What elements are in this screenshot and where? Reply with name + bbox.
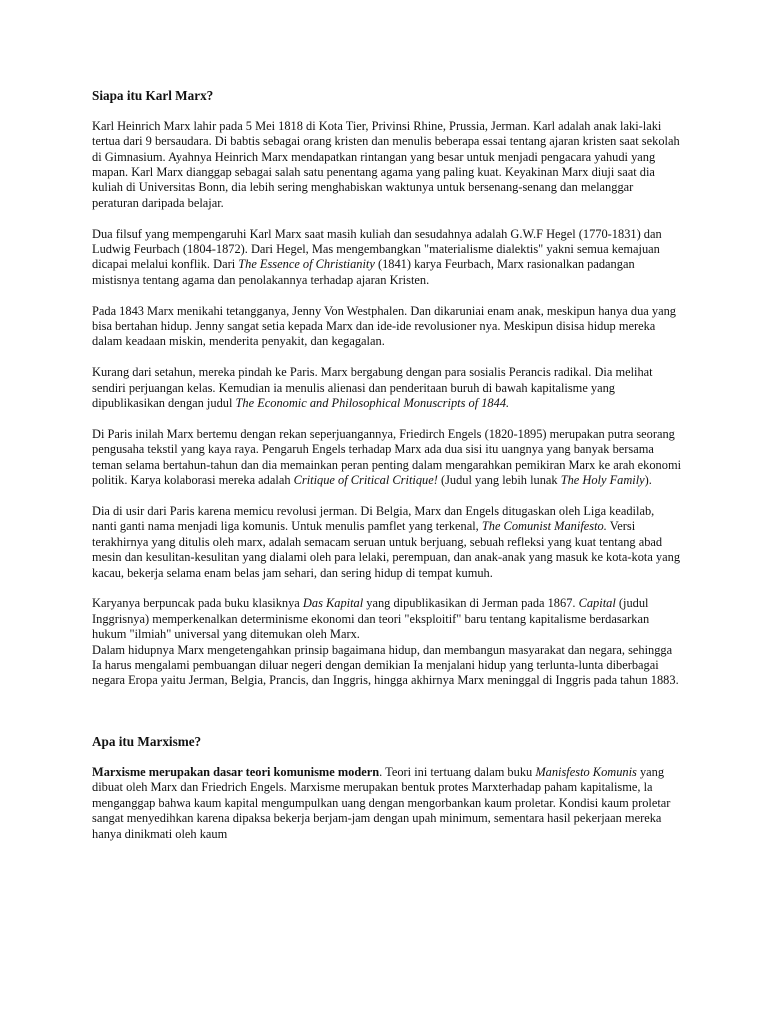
paragraph-marriage: Pada 1843 Marx menikahi tetangganya, Jenny Von Westphalen. Dan dikaruniai enam anak, meskipun hanya dua yang bisa bertahan hidup. Jenny sangat setia kepada Marx dan ide-ide revolusioner nya. Meskipun disisa hidup mereka dalam keadaan miskin, menderita penyakit, dan kegagalan. <box>92 303 676 349</box>
bold-definition: Marxisme merupakan dasar teori komunisme modern <box>92 764 380 779</box>
paragraph-later-life: Dalam hidupnya Marx mengetengahkan prinsip bagaimana hidup, dan membangun masyarakat dan negara, sehingga Ia harus mengalami pembuangan diluar negeri dengan demikian Ia menjalani hidup yang terlunta-lunta diberbagai negara Eropa yaitu Jerman, Belgia, Prancis, dan Inggris, hingga akhirnya Marx meninggal di Inggris pada tahun 1883. <box>92 642 679 688</box>
paragraph-das-kapital: Karyanya berpuncak pada buku klasiknya Das Kapital yang dipublikasikan di Jerman pada 1867. Capital (judul Inggrisnya) memperkenalkan determinisme ekonomi dan teori "eksploitif" baru tentang kapitalisme berdasarkan hukum "ilmiah" universal yang ditemukan oleh Marx. <box>92 596 650 642</box>
paragraph-manifesto: Dia di usir dari Paris karena memicu revolusi jerman. Di Belgia, Marx dan Engels ditugaskan oleh Liga keadilab, nanti ganti nama menjadi liga komunis. Untuk menulis pamflet yang terkenal, The Comunist Manifesto. Versi terakhirnya yang ditulis oleh marx, adalah semacam seruan untuk berjuang, sebuah refleksi yang kuat tentang abad mesin dan kesulitan-kesulitan yang dialami oleh para lelaki, perempuan, dan anak-anak yang masuk ke kota-kota yang kacau, bekerja selama enam belas jam sehari, dan sering hidup di tempat kumuh. <box>92 503 681 580</box>
document-body <box>92 88 682 857</box>
heading-apa-itu-marxisme: Apa itu Marxisme? <box>92 734 202 750</box>
title-manisfesto-komunis: Manisfesto Komunis <box>535 764 637 779</box>
paragraph-engels: Di Paris inilah Marx bertemu dengan rekan seperjuangannya, Friedirch Engels (1820-1895) merupakan putra seorang pengusaha tekstil yang kaya raya. Pengaruh Engels terhadap Marx ada dua sisi itu uangnya yang banyak bersama teman selama bertahun-tahun dan dia memainkan peran penting dalam mengarahkan pemikiran Marx ke arah ekonomi politik. Karya kolaborasi mereka adalah Critique of Critical Critique! (Judul yang lebih lunak The Holy Family). <box>92 426 682 488</box>
title-holy-family: The Holy Family <box>560 473 645 488</box>
title-critique: Critique of Critical Critique! <box>293 473 438 488</box>
section-spacer <box>92 704 682 734</box>
paragraph-philosophers: Dua filsuf yang mempengaruhi Karl Marx saat masih kuliah dan sesudahnya adalah G.W.F Hegel (1770-1831) dan Ludwig Feurbach (1804-1872). Dari Hegel, Mas mengembangkan "materialisme dialektis" yakni semua kemajuan dicapai melalui konflik. Dari The Essence of Christianity (1841) karya Feurbach, Marx rasionalkan padangan mistisnya tentang agama dan penolakannya terhadap ajaran Kristen. <box>92 226 662 287</box>
paragraph-marxisme: Marxisme merupakan dasar teori komunisme modern. Teori ini tertuang dalam buku Manisfesto Komunis yang dibuat oleh Marx dan Friedrich Engels. Marxisme merupakan bentuk protes Marxterhadap paham kapitalisme, la menganggap bahwa kaum kapital mengumpulkan uang dengan mengorbankan kaum proletar. Kondisi kaum proletar sangat menyedihkan karena dipaksa bekerja berjam-jam dengan upah minimum, sementara hasil pekerjaan mereka hanya dinikmati oleh kaum <box>92 764 671 841</box>
title-economic-manuscripts: The Economic and Philosophical Monuscripts of 1844. <box>235 396 510 411</box>
paragraph-biography: Karl Heinrich Marx lahir pada 5 Mei 1818 di Kota Tier, Privinsi Rhine, Prussia, Jerman. Karl adalah anak laki-laki tertua dari 9 bersaudara. Di babtis sebagai orang kristen dan menulis beberapa essai tentang ajaran kristen saat sekolah di Gimnasium. Ayahnya Heinrich Marx mendapatkan rintangan yang besar untuk menjadi pengacara yahudi yang mapan. Karl Marx dianggap sebagai salah satu penentang agama yang paling kuat. Keyakinan Marx diuji saat dia kuliah di Universitas Bonn, dia lebih sering menghabiskan waktunya untuk bersenang-senang dan melanggar peraturan daripada belajar. <box>92 118 680 210</box>
title-essence-of-christianity: The Essence of Christianity <box>238 257 375 272</box>
heading-siapa-itu-karl-marx: Siapa itu Karl Marx? <box>92 88 214 103</box>
title-das-kapital: Das Kapital <box>302 596 364 611</box>
title-capital: Capital <box>578 596 616 611</box>
title-comunist-manifesto: The Comunist Manifesto. <box>481 519 607 534</box>
paragraph-paris: Kurang dari setahun, mereka pindah ke Paris. Marx bergabung dengan para sosialis Perancis radikal. Dia melihat sendiri perjuangan kelas. Kemudian ia menulis alienasi dan penderitaan buruh di bawah kapitalisme yang dipublikasikan dengan judul The Economic and Philosophical Monuscripts of 1844. <box>92 365 653 411</box>
